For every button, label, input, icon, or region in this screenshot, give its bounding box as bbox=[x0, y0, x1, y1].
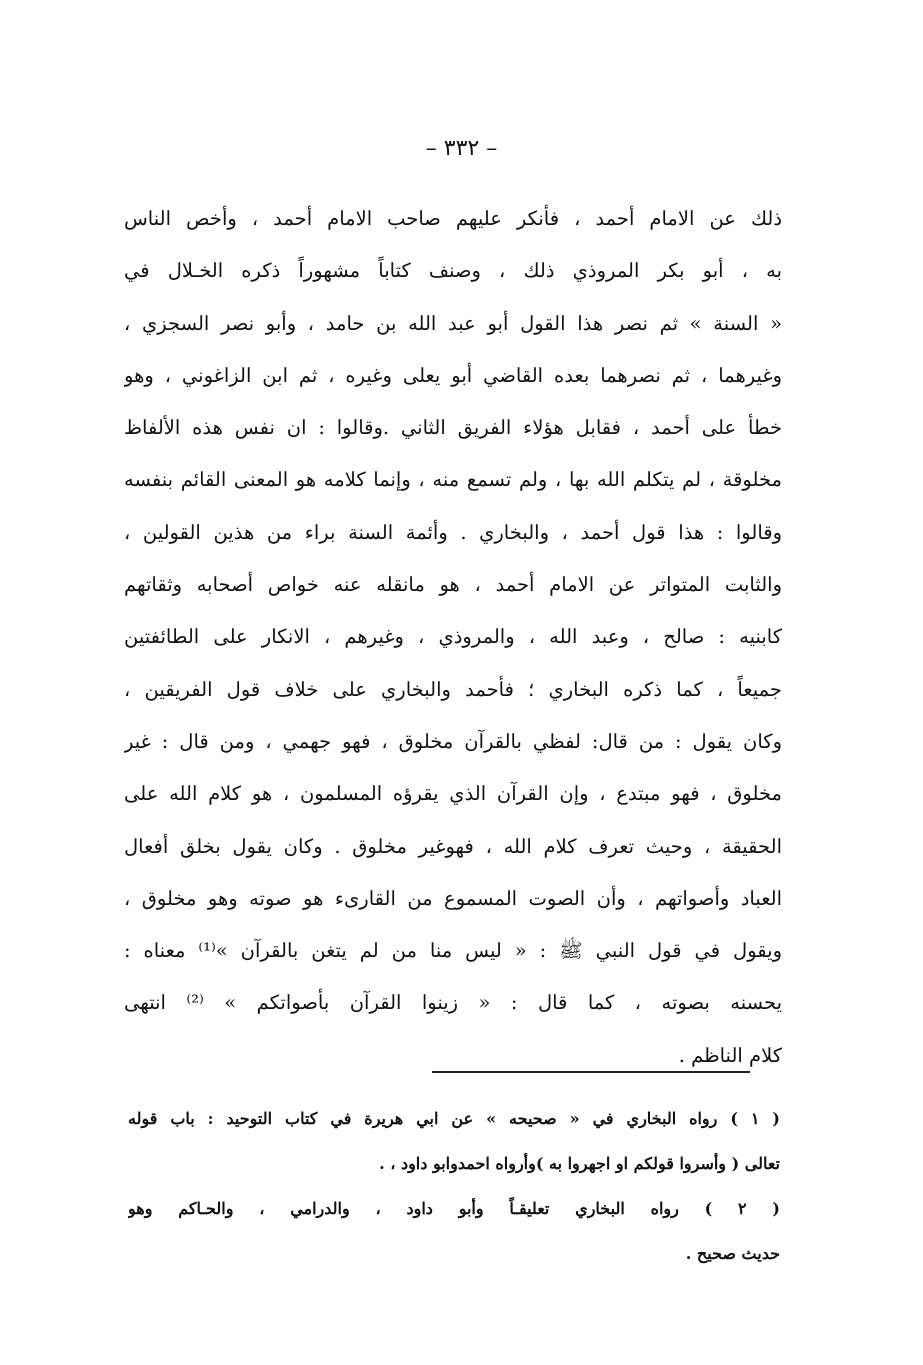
text-line: ويقول في قول النبي ﷺ : « ليس منا من لم يتغن بالقرآن »⁽¹⁾ معناه : bbox=[124, 939, 782, 963]
text-line: « السنة » ثم نصر هذا القول أبو عبد الله بن حامد ، وأبو نصر السجزي ، bbox=[124, 311, 782, 335]
text-line: الحقيقة ، وحيث تعرف كلام الله ، فهوغير مخلوق . وكان يقول بخلق أفعال bbox=[124, 834, 782, 858]
footnote-line: ( ١ ) رواه البخاري في « صحيحه » عن ابي هريرة في كتاب التوحيد : باب قوله bbox=[128, 1109, 780, 1128]
text-line: به ، أبو بكر المروذي ذلك ، وصنف كتاباً مشهوراً ذكره الخـلال في bbox=[124, 259, 782, 283]
text-line: مخلوق ، فهو مبتدع ، وإن القرآن الذي يقرؤه المسلمون ، هو كلام الله على bbox=[124, 782, 782, 806]
page-number: – ٣٣٢ – bbox=[425, 136, 498, 161]
footnote-divider bbox=[432, 1071, 750, 1073]
text-line: يحسنه بصوته ، كما قال : « زينوا القرآن بأصواتكم » ⁽²⁾ انتهى bbox=[124, 991, 782, 1015]
text-line: كابنيه : صالح ، وعبد الله ، والمروذي ، وغيرهم ، الانكار على الطائفتين bbox=[124, 625, 782, 649]
text-line: وكان يقول : من قال: لفظي بالقرآن مخلوق ، فهو جهمي ، ومن قال : غير bbox=[124, 729, 782, 753]
text-line: وقالوا : هذا قول أحمد ، والبخاري . وأئمة السنة براء من هذين القولين ، bbox=[124, 520, 782, 544]
main-text bbox=[124, 193, 782, 1082]
text-line: كلام الناظم . bbox=[678, 1043, 782, 1067]
text-line: والثابت المتواتر عن الامام أحمد ، هو مانقله عنه خواص أصحابه وثقاتهم bbox=[124, 573, 782, 597]
text-line: ذلك عن الامام أحمد ، فأنكر عليهم صاحب الامام أحمد ، وأخص الناس bbox=[124, 207, 782, 230]
text-line: مخلوقة ، لم يتكلم الله بها ، ولم تسمع منه ، وإنما كلامه هو المعنى القائم بنفسه bbox=[124, 468, 782, 492]
footnote-line: ( ٢ ) رواه البخاري تعليقـاً وأبو داود ، والدرامي ، والحـاكم وهو bbox=[128, 1199, 780, 1218]
text-line: وغيرهما ، ثم نصرهما بعده القاضي أبو يعلى وغيره ، ثم ابن الزاغوني ، وهو bbox=[124, 363, 782, 387]
footnote-line: حديث صحيح . bbox=[685, 1244, 780, 1263]
text-line: جميعاً ، كما ذكره البخاري ؛ فأحمد والبخاري على خلاف قول الفريقين ، bbox=[124, 677, 782, 701]
footnotes bbox=[128, 1096, 780, 1276]
text-line: خطأ على أحمد ، فقابل هؤلاء الفريق الثاني .وقالوا : ان نفس هذه الألفاظ bbox=[124, 416, 782, 440]
footnote-line: تعالى ( وأسروا قولكم او اجهروا به )وأرواه احمدوابو داود ، . bbox=[379, 1154, 780, 1173]
text-line: العباد وأصواتهم ، وأن الصوت المسموع من القارىء هو صوته وهو مخلوق ، bbox=[124, 886, 782, 910]
